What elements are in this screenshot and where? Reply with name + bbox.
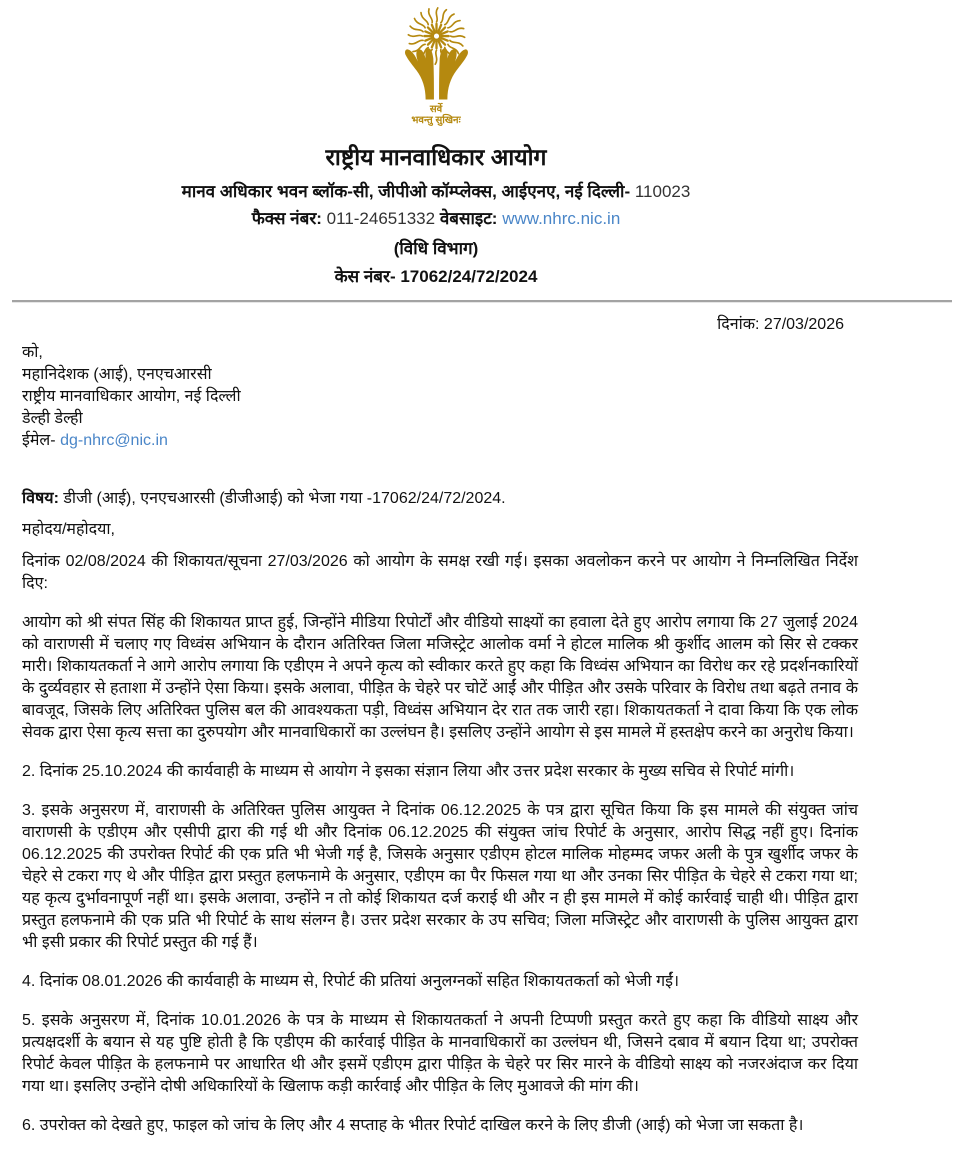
- recipient-block: [22, 342, 858, 452]
- body-paragraph-5: 5. इसके अनुसरण में, दिनांक 10.01.2026 के पत्र के माध्यम से शिकायतकर्ता ने अपनी टिप्पणी प्रस्तुत करते हुए कहा कि वीडियो साक्ष्य और प्रत्यक्षदर्शी के बयान से यह पुष्टि होती है कि एडीएम की कार्रवाई पीड़ित के मानवाधिकारों का उल्लंघन थी, जिसने दबाव में बयान दिया था; उपरोक्त रिपोर्ट केवल पीड़ित के हलफनामे पर आधारित थी और इसमें एडीएम द्वारा पीड़ित के चेहरे पर सिर मारने के वीडियो साक्ष्य को नजरअंदाज कर दिया गया था। इसलिए उन्होंने दोषी अधिकारियों के खिलाफ कड़ी कार्रवाई और पीड़ित के लिए मुआवजे की मांग की।: [22, 1012, 858, 1095]
- letter-body: [22, 314, 858, 1137]
- fax-website-line: [0, 208, 872, 230]
- letterhead: [0, 6, 962, 288]
- department-line: (विधि विभाग): [393, 239, 479, 258]
- body-paragraph-2: 2. दिनांक 25.10.2024 की कार्यवाही के माध्यम से आयोग ने इसका संज्ञान लिया और उत्तर प्रदेश सरकार के मुख्य सचिव से रिपोर्ट मांगी।: [22, 763, 795, 780]
- divider: [12, 300, 952, 303]
- email-link[interactable]: dg-nhrc@nic.in: [60, 432, 168, 449]
- address-text: मानव अधिकार भवन ब्लॉक-सी, जीपीओ कॉम्प्लेक्स, आईएनए, नई दिल्ली-: [181, 182, 631, 201]
- address-line: [0, 181, 872, 203]
- date-line: दिनांक: 27/03/2026: [717, 316, 844, 333]
- body-paragraph-4: 4. दिनांक 08.01.2026 की कार्यवाही के माध्यम से, रिपोर्ट की प्रतियां अनुलग्नकों सहित शिकायतकर्ता को भेजी गईं।: [22, 973, 680, 990]
- nhrc-emblem-icon: [398, 6, 475, 102]
- subject-line: [22, 488, 858, 510]
- body-paragraph-6: 6. उपरोक्त को देखते हुए, फाइल को जांच के लिए और 4 सप्ताह के भीतर रिपोर्ट दाखिल करने के लिए डीजी (आई) को भेजा जा सकता है।: [22, 1117, 804, 1134]
- logo-motto-line1: सर्वे: [429, 104, 443, 115]
- intro-paragraph: दिनांक 02/08/2024 की शिकायत/सूचना 27/03/2026 को आयोग के समक्ष रखी गई। इसका अवलोकन करने पर आयोग ने निम्नलिखित निर्देश दिए:: [22, 553, 858, 592]
- body-paragraph-3: 3. इसके अनुसरण में, वाराणसी के अतिरिक्त पुलिस आयुक्त ने दिनांक 06.12.2025 के पत्र द्वारा सूचित किया कि इस मामले की संयुक्त जांच वाराणसी के एडीएम और एसीपी द्वारा की गई थी और दिनांक 06.12.2025 की संयुक्त जांच रिपोर्ट के अनुसार, आरोप सिद्ध नहीं हुए। दिनांक 06.12.2025 की उपरोक्त रिपोर्ट की एक प्रति भी भेजी गई है, जिसके अनुसार एडीएम होटल मालिक मोहम्मद जफर अली के पुत्र खुर्शीद जफर के चेहरे से टकरा गए थे और पीड़ित द्वारा प्रस्तुत हलफनामे के अनुसार, एडीएम का पैर फिसल गया था और उनका सिर पीड़ित के चेहरे से टकरा गया था; यह कृत्य दुर्भावनापूर्ण नहीं था। इसके अलावा, उन्होंने न तो कोई शिकायत दर्ज कराई थी और न ही इस मामले में कोई कार्रवाई चाही थी। पीड़ित द्वारा प्रस्तुत हलफनामे की एक प्रति भी रिपोर्ट के साथ संलग्न है। उत्तर प्रदेश सरकार के उप सचिव; जिला मजिस्ट्रेट और वाराणसी के पुलिस आयुक्त द्वारा भी इसी प्रकार की रिपोर्ट प्रस्तुत की गई हैं।: [22, 802, 858, 951]
- recipient-line: डेल्ही डेल्ही: [22, 410, 83, 427]
- email-label: ईमेल-: [22, 432, 56, 449]
- fax-number: 011-24651332: [326, 209, 436, 228]
- case-number-line: केस नंबर- 17062/24/72/2024: [334, 267, 538, 286]
- logo-motto-line2: भवन्तु सुखिनः: [411, 115, 461, 126]
- salutation: महोदय/महोदया,: [22, 521, 116, 538]
- recipient-email-line: [22, 430, 858, 452]
- logo-motto: [398, 104, 475, 126]
- recipient-line: राष्ट्रीय मानवाधिकार आयोग, नई दिल्ली: [22, 388, 241, 405]
- subject-label: विषय:: [22, 490, 59, 507]
- recipient-to: को,: [22, 344, 43, 361]
- address-pincode: 110023: [634, 182, 691, 201]
- subject-text: डीजी (आई), एनएचआरसी (डीजीआई) को भेजा गया -17062/24/72/2024.: [63, 490, 506, 507]
- website-link[interactable]: www.nhrc.nic.in: [502, 209, 621, 228]
- nhrc-logo: [398, 6, 475, 126]
- recipient-line: महानिदेशक (आई), एनएचआरसी: [22, 366, 212, 383]
- website-label: वेबसाइट:: [439, 209, 498, 228]
- fax-label: फैक्स नंबर:: [251, 209, 322, 228]
- org-title: राष्ट्रीय मानवाधिकार आयोग: [325, 144, 547, 170]
- body-paragraph-1: आयोग को श्री संपत सिंह की शिकायत प्राप्त हुई, जिन्होंने मीडिया रिपोर्टों और वीडियो साक्ष्यों का हवाला देते हुए आरोप लगाया कि 27 जुलाई 2024 को वाराणसी में चलाए गए विध्वंस अभियान के दौरान अतिरिक्त जिला मजिस्ट्रेट आलोक वर्मा ने होटल मालिक श्री कुर्शीद आलम को सिर से टक्कर मारी। शिकायतकर्ता ने आगे आरोप लगाया कि एडीएम ने अपने कृत्य को स्वीकार करते हुए कहा कि विध्वंस अभियान का विरोध कर रहे प्रदर्शनकारियों के दुर्व्यवहार से हताशा में उन्होंने ऐसा किया। इसके अलावा, पीड़ित के चेहरे पर चोटें आईं और पीड़ित और उसके परिवार के विरोध तथा बढ़ते तनाव के बावजूद, जिसके लिए अतिरिक्त पुलिस बल की आवश्यकता पड़ी, विध्वंस अभियान देर रात तक जारी रहा। शिकायतकर्ता ने दावा किया कि एक लोक सेवक द्वारा ऐसा कृत्य सत्ता का दुरुपयोग और मानवाधिकारों का उल्लंघन है। इसलिए उन्होंने आयोग से इस मामले में हस्तक्षेप करने का अनुरोध किया।: [22, 614, 858, 741]
